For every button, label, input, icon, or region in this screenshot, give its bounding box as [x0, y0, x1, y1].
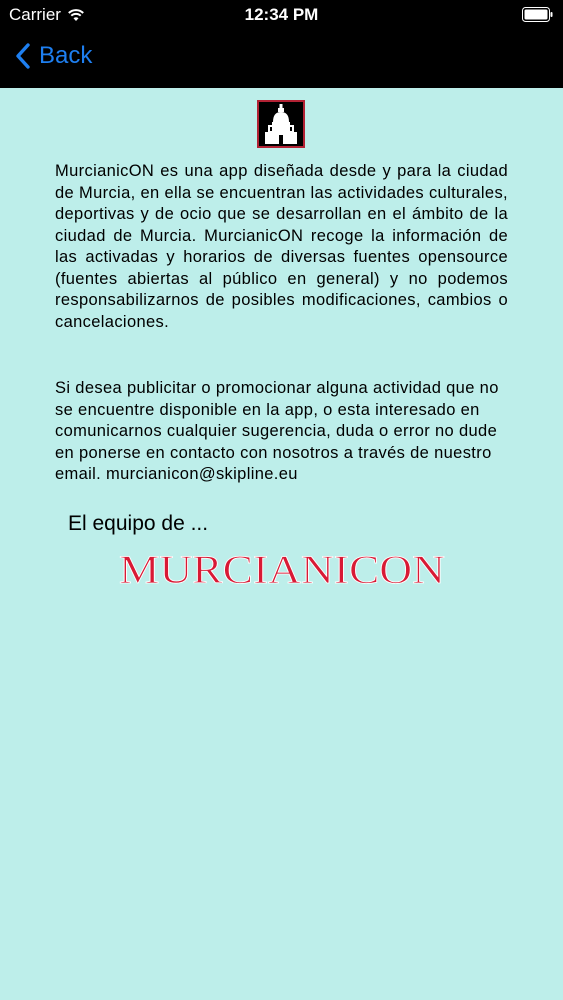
description-paragraph: MurcianicON es una app diseñada desde y para la ciudad de Murcia, en ella se encuentran las actividades culturales, deportivas y de ocio que se desarrollan en el ámbito de la ciudad de Murcia. MurcianicON recoge la información de las activadas y horarios de diversas fuentes opensource (fuentes abiertas al público en general) y no podemos responsabilizarnos de posibles modificaciones, cambios o cancelaciones.	[55, 162, 508, 331]
cathedral-logo-icon	[257, 100, 305, 148]
carrier-label: Carrier	[9, 5, 61, 24]
status-bar	[0, 0, 563, 30]
contact-paragraph: Si desea publicitar o promocionar alguna actividad que no se encuentre disponible en la app, o esta interesado en comunicarnos cualquier sugerencia, duda o error no dude en ponerse en contacto con nosotros a través de nuestro email. murcianicon@skipline.eu	[55, 379, 499, 483]
status-time: 12:34 PM	[244, 5, 319, 24]
brand-text: MURCIANICON	[119, 547, 445, 591]
murcianicon-brand-logo	[119, 543, 445, 591]
battery-icon	[522, 7, 553, 22]
top-bar	[0, 0, 563, 88]
team-signature: El equipo de ...	[68, 512, 209, 535]
back-button[interactable]	[16, 42, 92, 70]
back-label: Back	[39, 42, 93, 69]
navigation-bar	[0, 38, 563, 80]
chevron-left-icon	[16, 43, 30, 69]
